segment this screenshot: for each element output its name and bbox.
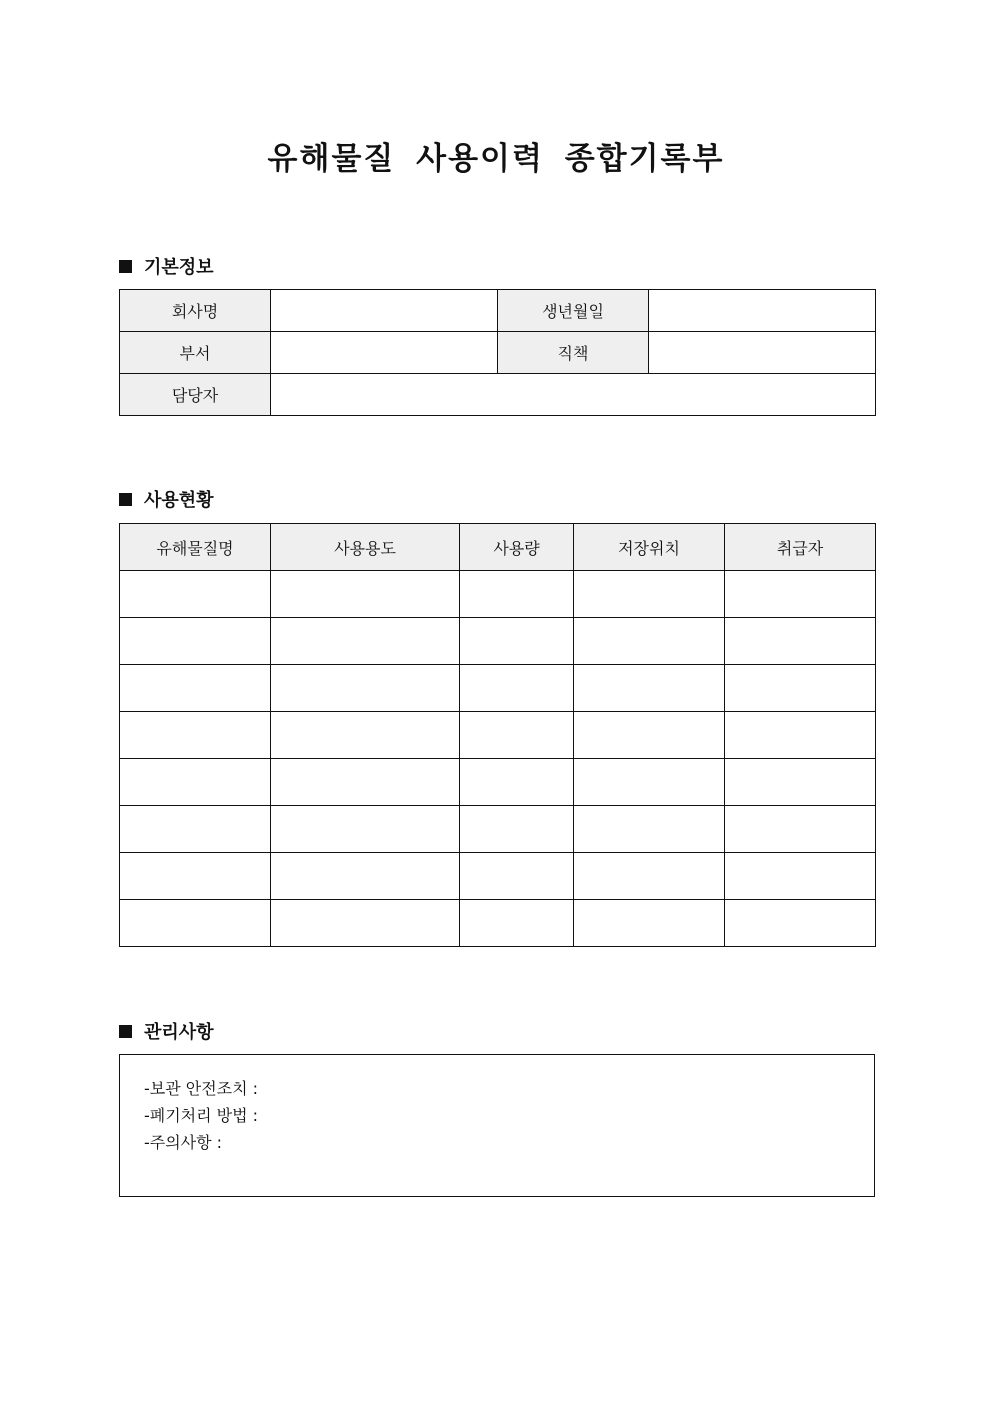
table-cell[interactable] bbox=[725, 618, 876, 665]
table-row bbox=[120, 374, 876, 416]
column-header-substance: 유해물질명 bbox=[120, 524, 271, 571]
table-cell[interactable] bbox=[574, 712, 725, 759]
column-header-handler: 취급자 bbox=[725, 524, 876, 571]
manager-field[interactable] bbox=[271, 374, 876, 416]
document-title: 유해물질 사용이력 종합기록부 bbox=[267, 141, 725, 177]
table-cell[interactable] bbox=[725, 759, 876, 806]
column-header-storage: 저장위치 bbox=[574, 524, 725, 571]
table-row bbox=[120, 571, 876, 618]
table-cell[interactable] bbox=[120, 759, 271, 806]
table-cell[interactable] bbox=[120, 665, 271, 712]
note-disposal-method: -폐기처리 방법 : bbox=[144, 1106, 259, 1125]
section-heading-basic-info bbox=[119, 253, 214, 279]
table-cell[interactable] bbox=[460, 712, 574, 759]
table-cell[interactable] bbox=[120, 571, 271, 618]
table-cell[interactable] bbox=[574, 665, 725, 712]
table-cell[interactable] bbox=[120, 900, 271, 947]
table-cell[interactable] bbox=[574, 571, 725, 618]
table-cell[interactable] bbox=[271, 712, 460, 759]
table-cell[interactable] bbox=[460, 806, 574, 853]
basic-info-table bbox=[119, 289, 876, 416]
table-cell[interactable] bbox=[120, 806, 271, 853]
table-cell[interactable] bbox=[574, 806, 725, 853]
position-label: 직책 bbox=[498, 332, 649, 374]
usage-table bbox=[119, 523, 876, 947]
note-storage-safety: -보관 안전조치 : bbox=[144, 1079, 259, 1098]
table-cell[interactable] bbox=[120, 712, 271, 759]
section-heading-label: 관리사항 bbox=[144, 1022, 214, 1043]
table-cell[interactable] bbox=[460, 571, 574, 618]
table-cell[interactable] bbox=[271, 853, 460, 900]
table-cell[interactable] bbox=[271, 618, 460, 665]
table-cell[interactable] bbox=[460, 665, 574, 712]
table-cell[interactable] bbox=[271, 806, 460, 853]
table-cell[interactable] bbox=[574, 853, 725, 900]
table-cell[interactable] bbox=[725, 712, 876, 759]
department-label: 부서 bbox=[120, 332, 271, 374]
section-heading-management bbox=[119, 1018, 214, 1044]
table-cell[interactable] bbox=[574, 618, 725, 665]
table-cell[interactable] bbox=[271, 759, 460, 806]
table-cell[interactable] bbox=[460, 853, 574, 900]
section-heading-label: 사용현황 bbox=[144, 490, 214, 511]
table-row bbox=[120, 665, 876, 712]
company-field[interactable] bbox=[271, 290, 498, 332]
table-cell[interactable] bbox=[725, 806, 876, 853]
birthdate-label: 생년월일 bbox=[498, 290, 649, 332]
column-header-purpose: 사용용도 bbox=[271, 524, 460, 571]
section-heading-usage bbox=[119, 486, 214, 512]
birthdate-field[interactable] bbox=[649, 290, 876, 332]
management-notes-box[interactable] bbox=[119, 1054, 875, 1197]
table-row bbox=[120, 332, 876, 374]
table-row bbox=[120, 618, 876, 665]
table-cell[interactable] bbox=[271, 900, 460, 947]
table-cell[interactable] bbox=[725, 571, 876, 618]
table-cell[interactable] bbox=[574, 759, 725, 806]
table-cell[interactable] bbox=[725, 853, 876, 900]
square-bullet-icon bbox=[119, 1025, 132, 1038]
table-cell[interactable] bbox=[725, 665, 876, 712]
column-header-amount: 사용량 bbox=[460, 524, 574, 571]
table-cell[interactable] bbox=[120, 853, 271, 900]
company-label: 회사명 bbox=[120, 290, 271, 332]
table-cell[interactable] bbox=[725, 900, 876, 947]
table-cell[interactable] bbox=[271, 571, 460, 618]
table-cell[interactable] bbox=[460, 900, 574, 947]
table-cell[interactable] bbox=[271, 665, 460, 712]
square-bullet-icon bbox=[119, 260, 132, 273]
department-field[interactable] bbox=[271, 332, 498, 374]
table-row bbox=[120, 759, 876, 806]
note-precautions: -주의사항 : bbox=[144, 1133, 223, 1152]
table-cell[interactable] bbox=[460, 759, 574, 806]
table-cell[interactable] bbox=[120, 618, 271, 665]
table-row bbox=[120, 290, 876, 332]
square-bullet-icon bbox=[119, 493, 132, 506]
table-row bbox=[120, 853, 876, 900]
table-row bbox=[120, 712, 876, 759]
table-header-row bbox=[120, 524, 876, 571]
table-cell[interactable] bbox=[460, 618, 574, 665]
table-row bbox=[120, 806, 876, 853]
table-cell[interactable] bbox=[574, 900, 725, 947]
position-field[interactable] bbox=[649, 332, 876, 374]
table-row bbox=[120, 900, 876, 947]
manager-label: 담당자 bbox=[120, 374, 271, 416]
section-heading-label: 기본정보 bbox=[144, 257, 214, 278]
